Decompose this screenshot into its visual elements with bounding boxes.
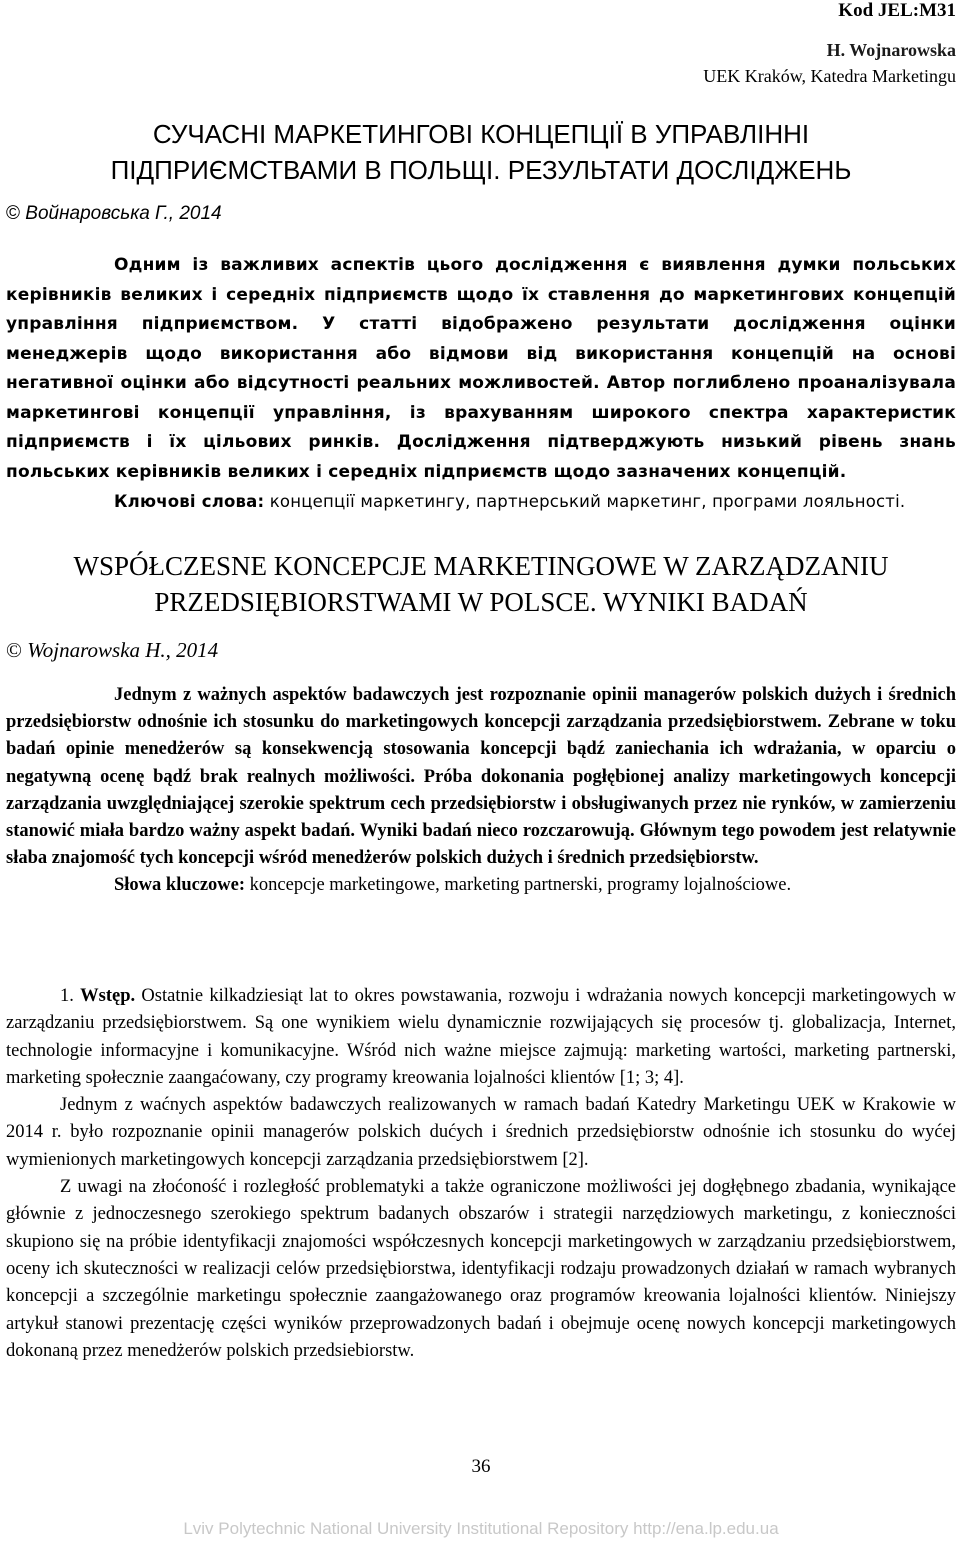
keywords-label: Słowa kluczowe: <box>114 875 246 896</box>
keywords-ukrainian <box>6 487 956 517</box>
title-ukrainian-line2: ПІДПРИЄМСТВАМИ В ПОЛЬЩІ. РЕЗУЛЬТАТИ ДОСЛІДЖЕНЬ <box>110 155 852 185</box>
repository-footer: Lviv Polytechnic National University Institutional Repository http://ena.lp.edu.ua <box>183 1519 779 1538</box>
copyright-icon: © <box>6 203 20 224</box>
keywords-text: концепції маркетингу, партнерський маркетинг, програми лояльності. <box>264 492 906 511</box>
body-paragraph <box>6 983 956 1092</box>
copyright-ukrainian <box>6 203 222 225</box>
keywords-text: koncepcje marketingowe, marketing partnerski, programy lojalnościowe. <box>245 875 792 896</box>
abstract-polish <box>6 682 956 900</box>
copyright-text: Войнаровська Г., 2014 <box>20 203 222 224</box>
keywords-polish <box>6 872 956 899</box>
author-name: H. Wojnarowska <box>826 40 956 60</box>
body-paragraph: Z uwagi na złoćoność i rozległość problematyki a także ograniczone możliwości jej dogłębnego zbadania, wynikające głównie z jednoczesnego szerokiego spektrum badanych obszarów i strategii narzędziowych marketingu, z konieczności skupiono się na próbie identyfikacji znajomości współczesnych koncepcji marketingowych w zarządzaniu przedsiębiorstwem, oceny ich skuteczności w realizacji celów przedsiębiorstwa, identyfikacji rodzaju prowadzonych działań w ramach wybranych koncepcji a szczególnie marketingu społecznie zaangażowanego oraz programów kreowania lojalności klientów. Niniejszy artykuł stanowi prezentację części wyników przeprowadzonych badań i obejmuje ocenę nowych koncepcji marketingowych dokonaną przez menedżerów polskich przedsiebiorstw. <box>6 1177 956 1361</box>
abstract-ukrainian <box>6 251 956 517</box>
body-section <box>6 983 956 1365</box>
section-number: 1. <box>60 986 81 1006</box>
title-polish-line2: PRZEDSIĘBIORSTWAMI W POLSCE. WYNIKI BADAŃ <box>154 587 808 617</box>
copyright-icon: © <box>6 638 22 662</box>
title-polish <box>6 548 956 620</box>
abstract-text: Jednym z ważnych aspektów badawczych jest rozpoznanie opinii managerów polskich dużych i średnich przedsiębiorstw odnośnie ich stosunku do marketingowych koncepcji zarządzania przedsiębiorstwem. Zebrane w toku badań opinie menedżerów są konsekwencją stosowania koncepcji bądź zaniechania ich wdrażania, w oparciu o negatywną ocenę bądź brak realnych możliwości. Próba dokonania pogłębionej analizy marketingowych koncepcji zarządzania uwzględniającej szerokie spektrum cech przedsiębiorstw i obsługiwanych przez nie rynków, w zamierzeniu stanowić miała bardzo ważny aspekt badań. Wyniki badań nieco rozczarowują. Głównym tego powodem jest relatywnie słaba znajomość tych koncepcji wśród menedżerów polskich dużych i średnich przedsiębiorstw. <box>6 685 956 869</box>
page-number: 36 <box>471 1456 491 1477</box>
title-ukrainian <box>6 116 956 188</box>
section-title: Wstęp. <box>80 986 136 1006</box>
copyright-polish <box>6 638 218 663</box>
body-paragraph: Jednym z waćnych aspektów badawczych realizowanych w ramach badań Katedry Marketingu UEK w Krakowie w 2014 r. było rozpoznanie opinii managerów polskich dućych i średnich przedsiębiorstw odnośnie ich stosunku do wyćej wymienionych marketingowych koncepcji zarządzania przedsiębiorstwem [2]. <box>6 1095 956 1170</box>
author-affiliation: UEK Kraków, Katedra Marketingu <box>703 66 956 86</box>
paragraph-text: Ostatnie kilkadziesiąt lat to okres powstawania, rozwoju i wdrażania nowych koncepcji marketingowych w zarządzaniu przedsiębiorstwem. Są one wynikiem wielu dynamicznie rozwijających się procesów tj. globalizacja, Internet, technologie informacyjne i komunikacyjne. Wśród nich ważne miejsce zajmują: marketing wartości, marketing partnerski, marketing społecznie zaangaćowany, czy programy kreowania lojalności klientów [1; 3; 4]. <box>6 986 956 1088</box>
copyright-text: Wojnarowska H., 2014 <box>21 638 219 662</box>
keywords-label: Ключові слова: <box>114 492 265 511</box>
title-polish-line1: WSPÓŁCZESNE KONCEPCJE MARKETINGOWE W ZARZĄDZANIU <box>73 551 889 581</box>
title-ukrainian-line1: СУЧАСНІ МАРКЕТИНГОВІ КОНЦЕПЦІЇ В УПРАВЛІННІ <box>152 119 810 149</box>
document-page <box>6 0 956 1548</box>
abstract-text: Одним із важливих аспектів цього дослідження є виявлення думки польських керівників великих і середніх підприємств щодо їх ставлення до маркетингових концепцій управління підприємством. У статті відображено результати дослідження оцінки менеджерів щодо використання або відмови від використання концепцій на основі негативної оцінки або відсутності реальних можливостей. Автор поглиблено проаналізувала маркетингові концепції управління, із врахуванням широкого спектра характеристик підприємств і їх цільових ринків. Дослідження підтверджують низький рівень знань польських керівників великих і середніх підприємств щодо зазначених концепцій. <box>6 255 956 482</box>
jel-code: Kod JEL:M31 <box>838 0 956 21</box>
